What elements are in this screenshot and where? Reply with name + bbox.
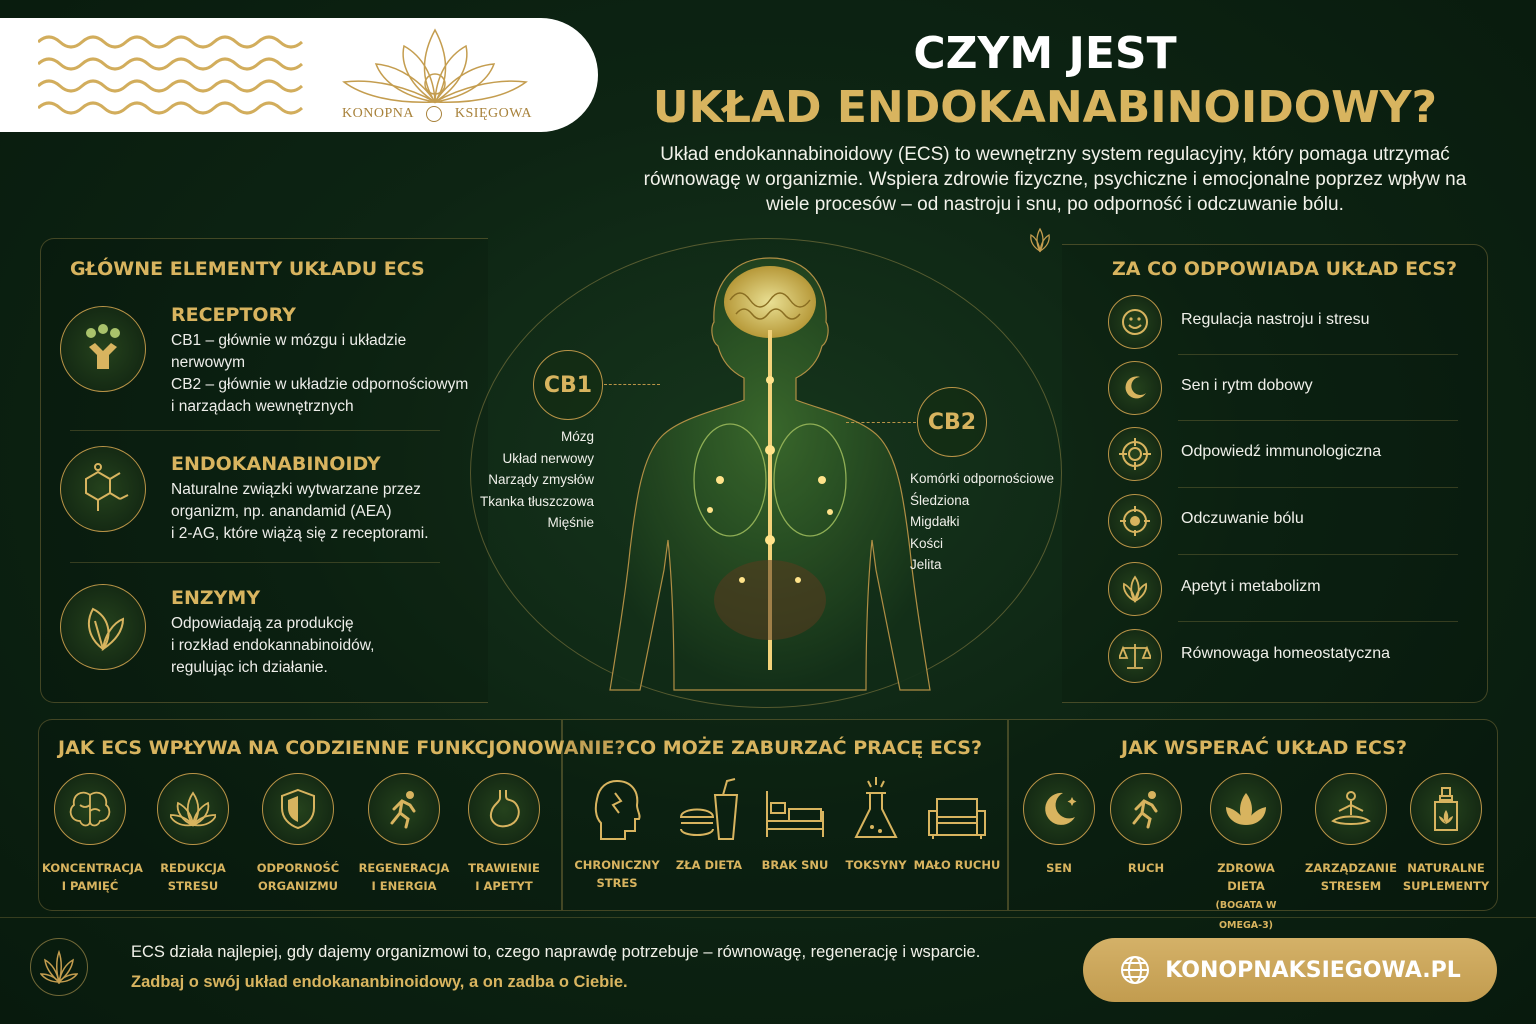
endocannabinoids-text: [171, 479, 429, 545]
tile-label-line: I ENERGIA: [371, 879, 437, 893]
support-tile: [1198, 773, 1294, 935]
disrupt-tile: [569, 773, 665, 892]
cb1-item: Układ nerwowy: [502, 450, 594, 466]
cb2-item: Migdałki: [910, 514, 960, 529]
cannabis-leaf-icon: [30, 938, 88, 996]
support-title: JAK WSPERAĆ UKŁAD ECS?: [1121, 737, 1407, 759]
tile-label: [1303, 859, 1399, 895]
function-row: [1108, 295, 1458, 351]
text-line: CB1 – głównie w mózgu i układzie: [171, 332, 407, 349]
divider: [70, 562, 440, 563]
moon-icon: [1108, 361, 1162, 415]
tile-label-line: NATURALNE: [1407, 861, 1485, 875]
waves-icon: [38, 28, 308, 128]
tile-label-line: SUPLEMENTY: [1402, 879, 1490, 893]
meditation-icon: [1315, 773, 1387, 845]
daily-title: JAK ECS WPŁYWA NA CODZIENNE FUNKCJONOWANIE?: [58, 737, 626, 759]
tile-label-line: RUCH: [1127, 861, 1165, 875]
support-tile: [1303, 773, 1399, 895]
page-title-line2: UKŁAD ENDOKANABINOIDOWY?: [652, 82, 1438, 133]
tile-label: [661, 856, 757, 874]
text-line: Naturalne związki wytwarzane przez: [171, 481, 421, 498]
lotus-icon: [1108, 562, 1162, 616]
footer-text: ECS działa najlepiej, gdy dajemy organizmowi to, czego naprawdę potrzebuje – równowagę, regenerację i wsparcie.: [131, 943, 981, 961]
stomach-icon: [468, 773, 540, 845]
function-label: Regulacja nastroju i stresu: [1181, 311, 1370, 328]
support-tile: [1098, 773, 1194, 877]
cb2-item: Śledziona: [910, 492, 970, 508]
cb1-item: Narządy zmysłów: [488, 472, 594, 487]
fast-food-icon: [677, 773, 741, 845]
footer-tagline: Zadbaj o swój układ endokananbinoidowy, a on zadba o Ciebie.: [131, 973, 628, 991]
text-line: organizm, np. anandamid (AEA): [171, 503, 392, 520]
divider: [1178, 354, 1458, 355]
runner-icon: [1110, 773, 1182, 845]
website-button[interactable]: [1083, 938, 1497, 1002]
daily-tile: [42, 773, 143, 895]
enzymes-heading: ENZYMY: [171, 587, 261, 609]
cb2-connector: [846, 422, 916, 423]
leaves-icon: [1210, 773, 1282, 845]
tile-label-line: REGENERACJA: [358, 861, 450, 875]
cb1-item: Mięśnie: [547, 515, 594, 530]
receptors-text: [171, 330, 468, 418]
globe-icon: [1119, 954, 1151, 986]
tile-label: [1098, 859, 1194, 877]
divider: [70, 430, 440, 431]
function-row: [1108, 361, 1458, 417]
brand-left: KONOPNA: [342, 106, 414, 121]
text-line: i 2-AG, które wiążą się z receptorami.: [171, 525, 429, 542]
target-icon: [1108, 427, 1162, 481]
text-line: Odpowiadają za produkcję: [171, 615, 354, 632]
tile-label-line: BRAK SNU: [761, 858, 829, 872]
support-tile: [1398, 773, 1494, 895]
molecule-icon: [60, 446, 146, 532]
tile-label-line: TRAWIENIE: [468, 861, 540, 875]
receptor-icon: [60, 306, 146, 392]
function-label: Odczuwanie bólu: [1181, 510, 1304, 527]
tile-label-line: ZŁA DIETA: [675, 858, 743, 872]
tile-label: [42, 859, 143, 895]
logo-banner: [0, 18, 598, 132]
tile-label-line: SEN: [1046, 861, 1072, 875]
tile-label: [1398, 859, 1494, 895]
brand-right: KSIĘGOWA: [454, 106, 532, 121]
tile-label: [1198, 859, 1294, 935]
cb1-list: [470, 426, 594, 534]
shield-icon: [262, 773, 334, 845]
tile-label: [909, 856, 1005, 874]
runner-icon: [368, 773, 440, 845]
cb2-badge: CB2: [917, 387, 987, 457]
daily-tile: [456, 773, 552, 895]
function-label: Równowaga homeostatyczna: [1181, 645, 1391, 662]
daily-tile: [145, 773, 241, 895]
function-row: [1108, 427, 1458, 483]
stressed-head-icon: [587, 773, 647, 845]
crosshair-icon: [1108, 494, 1162, 548]
lotus-icon: [157, 773, 229, 845]
cb2-item: Komórki odpornościowe: [910, 471, 1055, 486]
cb1-item: Mózg: [560, 429, 594, 444]
small-lotus-icon: [1026, 226, 1054, 254]
function-row: [1108, 629, 1458, 685]
tile-label: [456, 859, 552, 895]
tile-label: [145, 859, 241, 895]
tile-label-line: ORGANIZMU: [258, 879, 338, 893]
function-label: Odpowiedź immunologiczna: [1181, 443, 1382, 460]
endocannabinoids-heading: ENDOKANABINOIDY: [171, 453, 381, 475]
enzymes-text: [171, 613, 374, 679]
function-row: [1108, 494, 1458, 550]
text-line: i narządach wewnętrznych: [171, 398, 354, 415]
cb2-list: [910, 468, 1054, 576]
tile-label-line: [1198, 895, 1294, 935]
tile-label-line: REDUKCJA: [160, 861, 226, 875]
cb2-item: Kości: [910, 535, 944, 551]
elements-title: GŁÓWNE ELEMENTY UKŁADU ECS: [70, 258, 425, 280]
tile-label: [569, 856, 665, 892]
brain-icon: [54, 773, 126, 845]
disrupt-tile: [909, 773, 1005, 874]
brand-name: [342, 106, 532, 122]
function-label: Apetyt i metabolizm: [1181, 578, 1321, 595]
tile-label-line: STRESEM: [1320, 879, 1382, 893]
tile-label-line: ZDROWA DIETA: [1217, 861, 1275, 893]
brand-emblem-icon: [426, 106, 442, 122]
website-url: KONOPNAKSIEGOWA.PL: [1165, 957, 1461, 983]
moon-icon: [1023, 773, 1095, 845]
tile-label-line: I PAMIĘĆ: [61, 879, 119, 893]
divider: [1178, 621, 1458, 622]
support-tile: [1011, 773, 1107, 877]
page-title-line1: CZYM JEST: [913, 28, 1177, 79]
intro-text: Układ endokannabinoidowy (ECS) to wewnętrzny system regulacyjny, który pomaga utrzymać równowagę w organizmie. Wspiera zdrowie fizyczne, psychiczne i emocjonalne poprzez wpływ na wiele procesów – od nastroju i snu, po odporność i odczuwanie bólu.: [643, 144, 1467, 215]
disrupt-tile: [661, 773, 757, 874]
text-line: CB2 – głównie w układzie odpornościowym: [171, 376, 469, 393]
tile-label: [356, 859, 452, 895]
cb1-badge: CB1: [533, 350, 603, 420]
function-label: Sen i rytm dobowy: [1181, 377, 1313, 394]
divider: [1178, 487, 1458, 488]
cb1-item: Tkanka tłuszczowa: [479, 493, 594, 509]
receptors-heading: RECEPTORY: [171, 304, 296, 326]
function-row: [1108, 562, 1458, 618]
tile-label-note: (BOGATA W OMEGA-3): [1215, 900, 1277, 931]
tile-label-line: STRES: [596, 876, 638, 890]
sofa-icon: [925, 773, 989, 845]
tile-label-line: ZARZĄDZANIE: [1305, 861, 1397, 875]
tile-label-line: TOKSYNY: [845, 858, 907, 872]
tile-label: [1011, 859, 1107, 877]
tile-label-line: CHRONICZNY: [574, 858, 660, 872]
smile-icon: [1108, 295, 1162, 349]
scales-icon: [1108, 629, 1162, 683]
cb2-item: Jelita: [910, 557, 942, 572]
tile-label-line: KONCENTRACJA: [42, 861, 143, 875]
daily-tile: [356, 773, 452, 895]
bed-icon: [763, 773, 827, 845]
functions-title: ZA CO ODPOWIADA UKŁAD ECS?: [1112, 258, 1458, 280]
tile-label-line: ODPORNOŚĆ: [256, 861, 340, 875]
footer-divider: [0, 917, 1536, 918]
disrupt-title: CO MOŻE ZABURZAĆ PRACĘ ECS?: [626, 737, 982, 759]
tile-label-line: STRESU: [167, 879, 219, 893]
text-line: nerwowym: [171, 354, 246, 371]
tile-label-line: I APETYT: [475, 879, 533, 893]
text-line: i rozkład endokannabinoidów,: [171, 637, 375, 654]
tile-label: [250, 859, 346, 895]
tile-label-line: MAŁO RUCHU: [913, 858, 1001, 872]
flask-icon: [848, 773, 904, 845]
lotus-logo-icon: [330, 24, 540, 108]
daily-tile: [250, 773, 346, 895]
dropper-bottle-icon: [1410, 773, 1482, 845]
divider: [1178, 420, 1458, 421]
leaf-icon: [60, 584, 146, 670]
divider: [1178, 554, 1458, 555]
cb1-connector: [604, 384, 660, 385]
text-line: regulując ich działanie.: [171, 659, 328, 676]
